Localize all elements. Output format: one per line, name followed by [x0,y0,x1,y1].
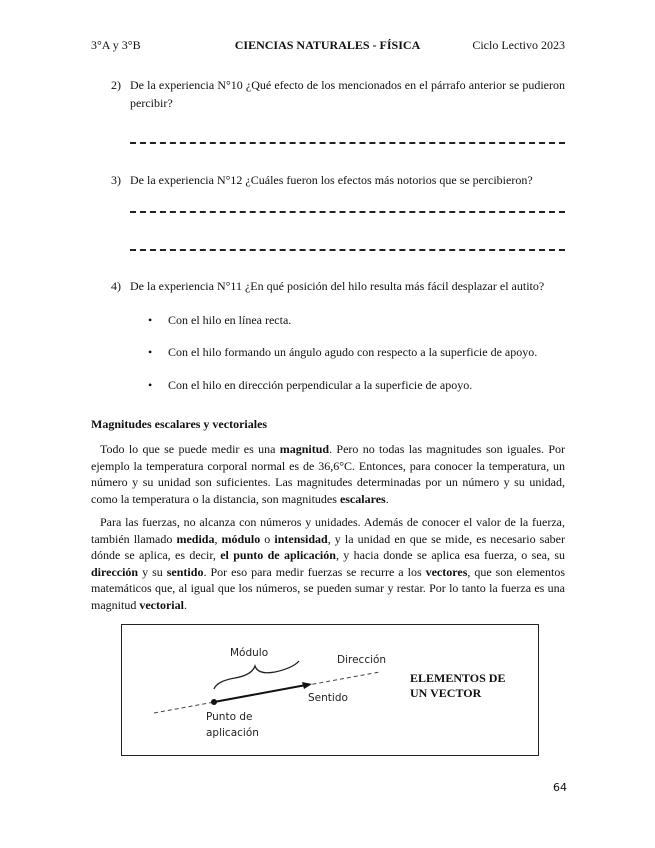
option-perpendicular [148,377,472,393]
answer-line[interactable] [130,211,565,213]
p2-bold: sentido [166,564,204,579]
p2-text: . Por eso para medir fuerzas se recurre a los [203,564,426,579]
p2-bold: vectores [425,564,468,579]
option-text: Con el hilo en dirección perpendicular a la superficie de apoyo. [168,378,473,392]
figure-title-line: UN VECTOR [410,686,482,700]
question-text: De la experiencia N°11 ¿En qué posición del hilo resulta más fácil desplazar el autito? [130,279,545,293]
p1-text: Todo lo que se puede medir es una [100,442,280,456]
question-3 [111,171,565,189]
figure-title [410,671,505,701]
header-course: 3°A y 3°B [91,38,141,52]
vector-elements-figure [121,624,539,756]
question-number: 3) [111,173,121,187]
question-2 [111,76,565,112]
header-subject: CIENCIAS NATURALES - FÍSICA [234,38,421,52]
vector-arrow-shaft [214,685,306,702]
module-brace [214,661,299,689]
bullet-icon: • [148,313,153,327]
p2-bold: intensidad [274,531,328,546]
bullet-icon: • [148,345,153,359]
header-year: Ciclo Lectivo 2023 [472,38,565,52]
application-point-label-2: aplicación [206,727,259,739]
bullet-icon: • [148,378,153,392]
question-text: De la experiencia N°10 ¿Qué efecto de los mencionados en el párrafo anterior se pudieron percibir? [130,78,565,110]
paragraph-scalars [91,441,565,507]
sense-label: Sentido [308,692,348,704]
question-4 [111,277,565,295]
p2-bold: dirección [91,564,139,579]
application-point-marker [211,699,217,705]
p2-text: Para las fuerzas, no alcanza con números y unidades. Además de conocer el valor de la fuerza, también llamado [91,515,565,546]
vector-arrowhead [302,682,312,689]
p1-text: . Pero no todas las magnitudes son iguales. Por ejemplo la temperatura corporal normal es de 36,6°C. Entonces, para conocer la temperatura, un número y su unidad son suficientes. Las magnitudes determinadas por un número y su unidad, como la temperatura o la distancia, son magnitudes [91,442,565,506]
module-label: Módulo [230,647,269,659]
paragraph-vectors [91,514,565,613]
p2-text: , y hacia donde se aplica esa fuerza, o sea, su [335,548,566,562]
p2-text: . [183,597,187,612]
question-text: De la experiencia N°12 ¿Cuáles fueron los efectos más notorios que se percibieron? [130,173,533,187]
p2-text: o [260,531,275,546]
p2-bold: el punto de aplicación [220,548,336,562]
application-point-label-1: Punto de [206,711,253,723]
question-number: 4) [111,279,121,293]
p2-bold: medida [176,531,215,546]
option-acute-angle [148,344,537,360]
option-straight-line [148,312,291,328]
p1-text: . [385,491,389,506]
p2-text: , y la unidad en que se mide, es necesario saber dónde se aplica, es decir, [91,531,566,562]
p1-bold: magnitud [279,442,330,456]
figure-title-line: ELEMENTOS DE [410,671,506,685]
page-number: 64 [553,781,567,794]
option-text: Con el hilo formando un ángulo agudo con respecto a la superficie de apoyo. [168,345,538,359]
answer-line[interactable] [130,249,565,251]
p2-text: , [214,531,222,546]
direction-label: Dirección [337,654,387,666]
p1-bold: escalares [339,491,386,506]
option-text: Con el hilo en línea recta. [168,313,292,327]
question-number: 2) [111,78,121,92]
p2-text: y su [138,564,167,579]
p2-bold: módulo [221,531,261,546]
answer-line[interactable] [130,142,565,144]
p2-text: , que son elementos matemáticos que, al igual que los números, se pueden sumar y restar. Por lo tanto la fuerza es una magnitud [91,564,565,612]
section-title: Magnitudes escalares y vectoriales [91,417,268,431]
p2-bold: vectorial [139,597,184,612]
